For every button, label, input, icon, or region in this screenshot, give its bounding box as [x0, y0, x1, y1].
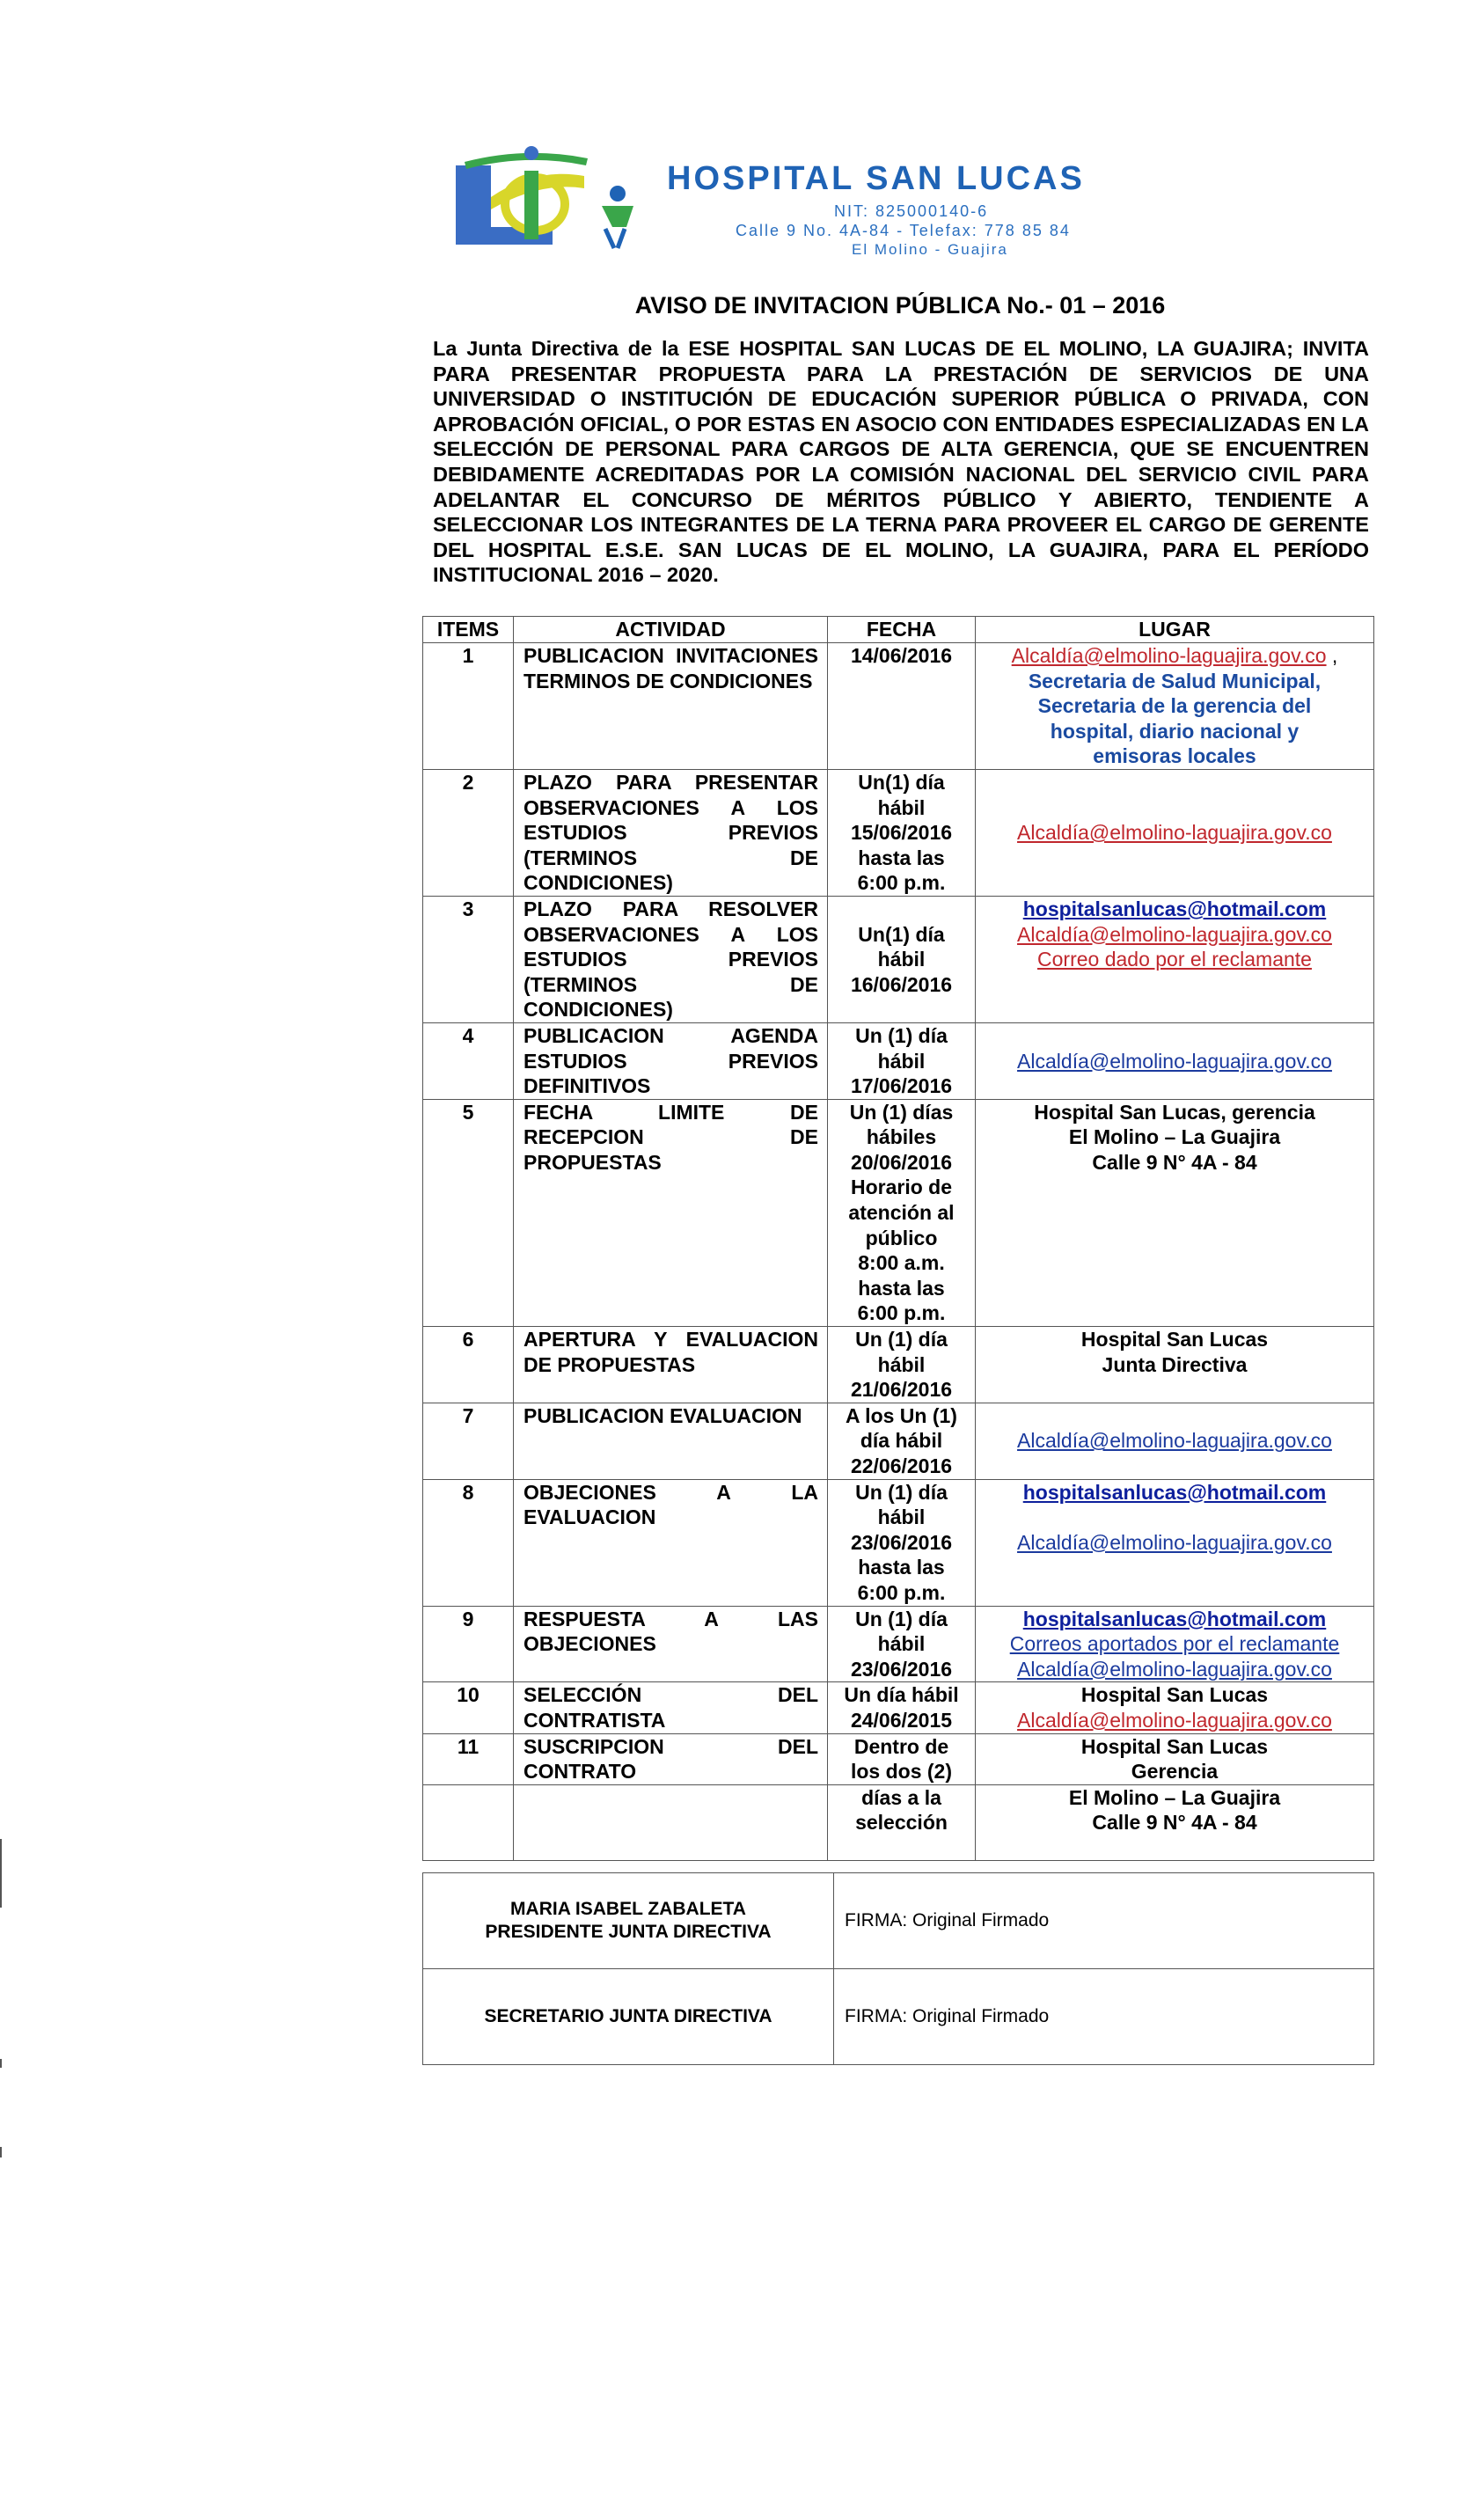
fecha-text: días a la selección	[855, 1785, 948, 1835]
table-row	[423, 1784, 1374, 1860]
cell-lugar	[976, 643, 1374, 770]
schedule-table	[422, 616, 1374, 1861]
cell-item: 8	[423, 1479, 514, 1606]
lugar-line	[976, 820, 1373, 846]
lugar-text: Junta Directiva	[1102, 1352, 1248, 1376]
hospital-city: El Molino - Guajira	[852, 241, 1008, 258]
lugar-text	[1172, 1404, 1177, 1427]
cell-actividad	[514, 1479, 828, 1606]
table-row	[423, 1327, 1374, 1403]
cell-actividad	[514, 769, 828, 896]
cell-item: 6	[423, 1327, 514, 1403]
cell-actividad	[514, 1022, 828, 1099]
fecha-text: Un(1) día hábil 16/06/2016	[850, 922, 953, 996]
actividad-text: PUBLICACION EVALUACION	[523, 1403, 802, 1427]
actividad-text: SUSCRIPCION DEL CONTRATO	[523, 1734, 818, 1784]
lugar-text: Calle 9 N° 4A - 84	[1092, 1150, 1257, 1174]
lugar-line	[976, 795, 1373, 821]
lugar-line	[976, 1403, 1373, 1429]
cell-fecha	[828, 1403, 976, 1479]
actividad-text: PLAZO PARA PRESENTAR OBSERVACIONES A LOS ESTUDIOS PREVIOS (TERMINOS DE CONDICIONES)	[523, 770, 818, 895]
cell-lugar	[976, 1733, 1374, 1784]
cell-fecha	[828, 643, 976, 770]
actividad-text: APERTURA Y EVALUACION DE PROPUESTAS	[523, 1328, 818, 1376]
fecha-text: Un (1) día hábil 23/06/2016 hasta las 6:00 p.m.	[850, 1480, 953, 1604]
lugar-line	[976, 1657, 1373, 1682]
cell-actividad	[514, 896, 828, 1022]
hospital-logo	[429, 141, 649, 250]
signature-row	[423, 1873, 1374, 1969]
actividad-text: FECHA LIMITE DE RECEPCION DE PROPUESTAS	[523, 1100, 818, 1174]
cell-item: 4	[423, 1022, 514, 1099]
cell-fecha	[828, 1022, 976, 1099]
lugar-line	[976, 1428, 1373, 1454]
cell-actividad	[514, 1099, 828, 1326]
cell-actividad	[514, 1403, 828, 1479]
fecha-text: Un (1) días hábiles 20/06/2016 Horario de atención al público 8:00 a.m. hasta las 6:00 p.m.	[848, 1100, 955, 1325]
cell-lugar	[976, 1682, 1374, 1733]
lugar-text: Hospital San Lucas	[1080, 1734, 1269, 1758]
actividad-text: PUBLICACION INVITACIONES TERMINOS DE CONDICIONES	[523, 644, 818, 692]
cell-fecha	[828, 1784, 976, 1860]
lugar-line	[976, 1734, 1373, 1760]
header-actividad: ACTIVIDAD	[514, 617, 828, 643]
cell-lugar	[976, 896, 1374, 1022]
email-link[interactable]: hospitalsanlucas@hotmail.com	[1022, 897, 1327, 920]
cell-actividad	[514, 1784, 828, 1860]
hospital-name: HOSPITAL SAN LUCAS	[667, 160, 1085, 197]
cell-item: 7	[423, 1403, 514, 1479]
lugar-line	[976, 1759, 1373, 1784]
table-row	[423, 1606, 1374, 1682]
fecha-text: Un (1) día hábil 17/06/2016	[850, 1023, 953, 1098]
hospital-header	[429, 141, 1256, 258]
lugar-text: Hospital San Lucas	[1080, 1683, 1269, 1707]
fecha-text: Un (1) día hábil 21/06/2016	[850, 1328, 953, 1402]
email-link[interactable]: hospitalsanlucas@hotmail.com	[1022, 1480, 1327, 1504]
table-row	[423, 1099, 1374, 1326]
fecha-text: Un día hábil 24/06/2015	[844, 1683, 959, 1732]
cell-item: 1	[423, 643, 514, 770]
cell-fecha	[828, 1733, 976, 1784]
lugar-line	[976, 744, 1373, 769]
email-link[interactable]: Alcaldía@elmolino-laguajira.gov.co	[1017, 1657, 1332, 1681]
table-row	[423, 769, 1374, 896]
table-row	[423, 643, 1374, 770]
cell-actividad	[514, 1682, 828, 1733]
header-items: ITEMS	[423, 617, 514, 643]
header-fecha: FECHA	[828, 617, 976, 643]
fecha-text: Un (1) día hábil 23/06/2016	[850, 1607, 953, 1681]
cell-fecha	[828, 769, 976, 896]
lugar-text: Hospital San Lucas	[1080, 1328, 1269, 1352]
margin-mark	[0, 2059, 2, 2068]
fecha-text: A los Un (1) día hábil 22/06/2016	[846, 1403, 957, 1477]
signer-name: MARIA ISABEL ZABALETA	[510, 1899, 746, 1919]
lugar-line	[976, 1631, 1373, 1657]
lugar-line	[976, 1682, 1373, 1708]
email-link[interactable]: hospitalsanlucas@hotmail.com	[1022, 1607, 1327, 1630]
cell-actividad	[514, 643, 828, 770]
lugar-text: Secretaria de Salud Municipal,	[1028, 669, 1322, 692]
signature-table	[422, 1872, 1374, 2065]
signature-row	[423, 1969, 1374, 2065]
cell-lugar	[976, 1784, 1374, 1860]
lugar-text: hospital, diario nacional y	[1050, 719, 1300, 743]
table-header-row	[423, 617, 1374, 643]
cell-fecha	[828, 1099, 976, 1326]
cell-fecha	[828, 1606, 976, 1682]
lugar-line	[976, 947, 1373, 972]
email-link[interactable]: Alcaldía@elmolino-laguajira.gov.co	[1017, 821, 1332, 845]
cell-actividad	[514, 1606, 828, 1682]
cell-lugar	[976, 1403, 1374, 1479]
cell-lugar	[976, 1479, 1374, 1606]
cell-actividad	[514, 1733, 828, 1784]
cell-item: 2	[423, 769, 514, 896]
table-row	[423, 1022, 1374, 1099]
email-link[interactable]: Alcaldía@elmolino-laguajira.gov.co	[1017, 1708, 1332, 1732]
lugar-text: El Molino – La Guajira	[1068, 1785, 1281, 1809]
fecha-text: Un(1) día hábil 15/06/2016 hasta las 6:00 p.m.	[850, 770, 953, 895]
cell-lugar	[976, 1327, 1374, 1403]
cell-fecha	[828, 1682, 976, 1733]
lugar-line	[976, 669, 1373, 694]
cell-item: 3	[423, 896, 514, 1022]
lugar-line	[976, 1607, 1373, 1632]
lugar-line	[976, 1530, 1373, 1556]
lugar-text	[1172, 796, 1177, 819]
lugar-text	[1172, 1024, 1177, 1047]
lugar-text	[1172, 771, 1177, 794]
lugar-line	[976, 1150, 1373, 1176]
intro-paragraph: La Junta Directiva de la ESE HOSPITAL SAN LUCAS DE EL MOLINO, LA GUAJIRA; INVITA PARA PRESENTAR PROPUESTA PARA LA PRESTACIÓN DE SERVICIOS DE UNA UNIVERSIDAD O INSTITUCIÓN DE EDUCACIÓN SUPERIOR PÚBLICA O PRIVADA, CON APROBACIÓN OFICIAL, O POR ESTAS EN ASOCIO CON ENTIDADES ESPECIALIZADAS EN LA SELECCIÓN DE PERSONAL PARA CARGOS DE ALTA GERENCIA, QUE SE ENCUENTREN DEBIDAMENTE ACREDITADAS POR LA COMISIÓN NACIONAL DEL SERVICIO CIVIL PARA ADELANTAR EL CONCURSO DE MÉRITOS PÚBLICO Y ABIERTO, TENDIENTE A SELECCIONAR LOS INTEGRANTES DE LA TERNA PARA PROVEER EL CARGO DE GERENTE DEL HOSPITAL E.S.E. SAN LUCAS DE EL MOLINO, LA GUAJIRA, PARA EL PERÍODO INSTITUCIONAL 2016 – 2020.	[433, 337, 1369, 587]
cell-item: 9	[423, 1606, 514, 1682]
table-row	[423, 1682, 1374, 1733]
lugar-line	[976, 1100, 1373, 1125]
cell-item: 10	[423, 1682, 514, 1733]
email-link[interactable]: Alcaldía@elmolino-laguajira.gov.co	[1017, 1049, 1332, 1073]
email-link[interactable]: Alcaldía@elmolino-laguajira.gov.co	[1011, 644, 1327, 667]
fecha-text: 14/06/2016	[850, 644, 953, 667]
actividad-text: SELECCIÓN DEL CONTRATISTA	[523, 1683, 818, 1732]
lugar-text	[1172, 1505, 1177, 1528]
cell-fecha	[828, 896, 976, 1022]
lugar-line	[976, 1708, 1373, 1733]
table-row	[423, 896, 1374, 1022]
table-row	[423, 1403, 1374, 1479]
lugar-line	[976, 922, 1373, 948]
lugar-line	[976, 1352, 1373, 1378]
cell-actividad	[514, 1327, 828, 1403]
cell-fecha	[828, 1479, 976, 1606]
lugar-text: El Molino – La Guajira	[1068, 1125, 1281, 1149]
actividad-text: OBJECIONES A LA EVALUACION	[523, 1480, 818, 1529]
cell-item: 5	[423, 1099, 514, 1326]
signature-field: FIRMA: Original Firmado	[834, 1873, 1374, 1969]
lugar-text: emisoras locales	[1093, 744, 1256, 768]
lugar-text: Calle 9 N° 4A - 84	[1092, 1811, 1257, 1835]
lugar-line	[976, 719, 1373, 744]
signer-cell	[423, 1969, 834, 2065]
margin-mark	[0, 2147, 2, 2157]
table-row	[423, 1733, 1374, 1784]
lugar-line	[976, 770, 1373, 795]
actividad-text: PUBLICACION AGENDA ESTUDIOS PREVIOS DEFINITIVOS	[523, 1023, 818, 1098]
email-link[interactable]: Alcaldía@elmolino-laguajira.gov.co	[1017, 1429, 1332, 1453]
signer-cell	[423, 1873, 834, 1969]
cell-lugar	[976, 1606, 1374, 1682]
cell-fecha	[828, 1327, 976, 1403]
email-link[interactable]: Correo dado por el reclamante	[1037, 948, 1312, 971]
cell-lugar	[976, 769, 1374, 896]
table-row	[423, 1479, 1374, 1606]
lugar-suffix: ,	[1326, 644, 1338, 667]
signer-role: PRESIDENTE JUNTA DIRECTIVA	[485, 1922, 772, 1942]
page-title: AVISO DE INVITACION PÚBLICA No.- 01 – 2016	[634, 292, 1166, 319]
cell-item	[423, 1784, 514, 1860]
lugar-line	[976, 897, 1373, 922]
cell-lugar	[976, 1099, 1374, 1326]
lugar-line	[976, 1327, 1373, 1352]
header-lugar: LUGAR	[976, 617, 1374, 643]
lugar-text: Hospital San Lucas, gerencia	[1034, 1100, 1315, 1124]
lugar-line	[976, 1785, 1373, 1811]
email-link[interactable]: Alcaldía@elmolino-laguajira.gov.co	[1017, 1530, 1332, 1554]
lugar-line	[976, 1505, 1373, 1530]
margin-mark	[0, 1839, 2, 1908]
hospital-address: Calle 9 No. 4A-84 - Telefax: 778 85 84	[736, 222, 1071, 239]
cell-lugar	[976, 1022, 1374, 1099]
lugar-line	[976, 643, 1373, 669]
signer-role: SECRETARIO JUNTA DIRECTIVA	[484, 2006, 772, 2026]
cell-item: 11	[423, 1733, 514, 1784]
email-link[interactable]: Correos aportados por el reclamante	[1009, 1632, 1340, 1656]
fecha-text: Dentro de los dos (2)	[850, 1734, 952, 1784]
lugar-line	[976, 1049, 1373, 1074]
email-link[interactable]: Alcaldía@elmolino-laguajira.gov.co	[1017, 922, 1332, 946]
lugar-line	[976, 1480, 1373, 1505]
hospital-nit: NIT: 825000140-6	[834, 202, 989, 220]
lugar-line	[976, 693, 1373, 719]
lugar-text: Secretaria de la gerencia del	[1037, 694, 1312, 718]
lugar-line	[976, 1810, 1373, 1835]
lugar-text: Gerencia	[1131, 1760, 1219, 1784]
lugar-line	[976, 1124, 1373, 1150]
signature-field: FIRMA: Original Firmado	[834, 1969, 1374, 2065]
lugar-line	[976, 1023, 1373, 1049]
actividad-text: PLAZO PARA RESOLVER OBSERVACIONES A LOS ESTUDIOS PREVIOS (TERMINOS DE CONDICIONES)	[523, 897, 818, 1022]
actividad-text: RESPUESTA A LAS OBJECIONES	[523, 1607, 818, 1656]
